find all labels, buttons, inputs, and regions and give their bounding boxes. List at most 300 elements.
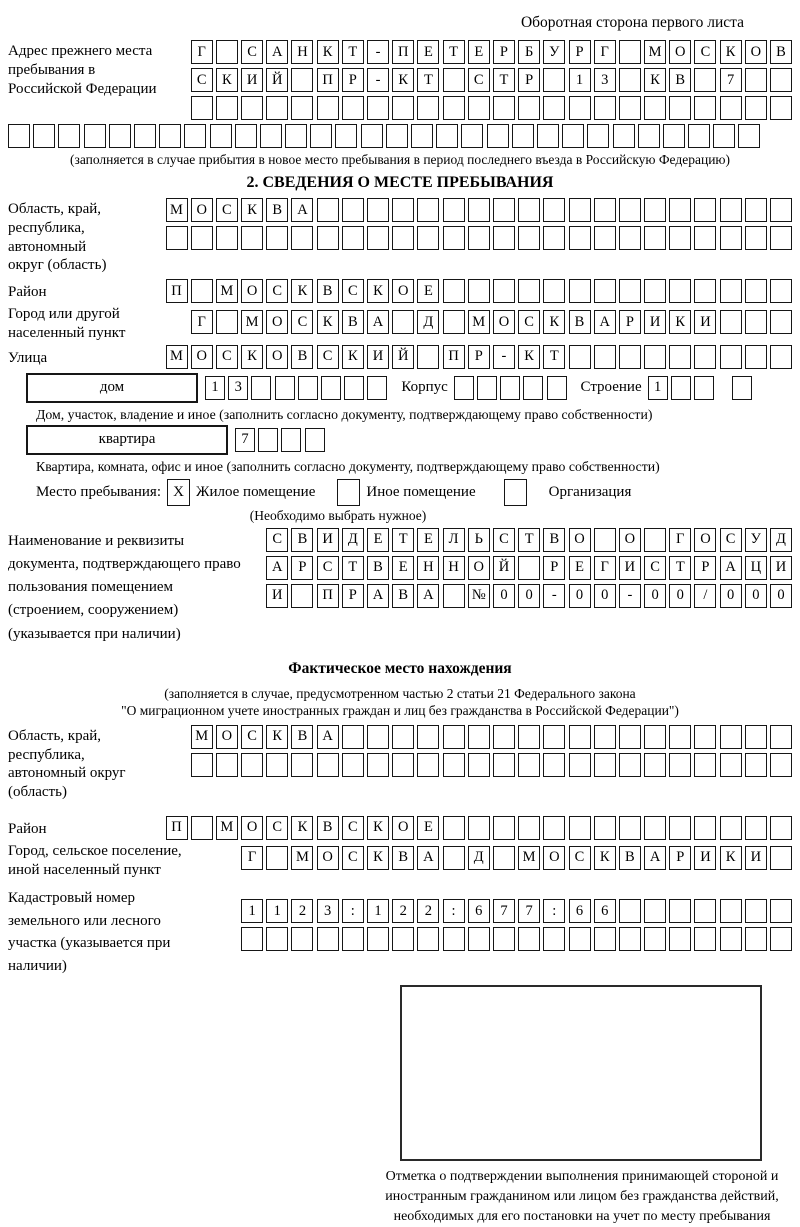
char-cell[interactable]: С — [191, 68, 213, 92]
char-cell[interactable]: О — [543, 846, 565, 870]
char-cell[interactable]: С — [317, 345, 339, 369]
char-cell[interactable] — [569, 345, 591, 369]
char-cell[interactable] — [468, 725, 490, 749]
char-cell[interactable] — [745, 899, 767, 923]
char-cell[interactable]: - — [619, 584, 641, 608]
char-cell[interactable] — [770, 753, 792, 777]
char-cell[interactable] — [317, 753, 339, 777]
char-cell[interactable] — [275, 376, 295, 400]
char-cell[interactable] — [518, 198, 540, 222]
char-cell[interactable] — [468, 226, 490, 250]
char-cell[interactable] — [543, 816, 565, 840]
char-cell[interactable]: С — [266, 816, 288, 840]
char-cell[interactable]: П — [317, 68, 339, 92]
char-cell[interactable] — [266, 927, 288, 951]
char-cell[interactable]: 0 — [770, 584, 792, 608]
char-cell[interactable] — [241, 753, 263, 777]
char-cell[interactable] — [669, 198, 691, 222]
char-cell[interactable]: У — [745, 528, 767, 552]
char-cell[interactable] — [210, 124, 232, 148]
char-cell[interactable] — [241, 226, 263, 250]
char-cell[interactable]: - — [367, 68, 389, 92]
char-cell[interactable] — [644, 226, 666, 250]
char-cell[interactable] — [468, 816, 490, 840]
char-cell[interactable]: : — [342, 899, 364, 923]
char-cell[interactable] — [443, 226, 465, 250]
char-cell[interactable] — [619, 96, 641, 120]
char-cell[interactable]: Т — [669, 556, 691, 580]
char-cell[interactable] — [594, 725, 616, 749]
char-cell[interactable] — [241, 96, 263, 120]
char-cell[interactable] — [241, 927, 263, 951]
char-cell[interactable]: В — [291, 725, 313, 749]
char-cell[interactable] — [745, 753, 767, 777]
char-cell[interactable]: О — [694, 528, 716, 552]
char-cell[interactable]: К — [518, 345, 540, 369]
char-cell[interactable] — [594, 226, 616, 250]
char-cell[interactable] — [732, 376, 752, 400]
char-cell[interactable]: / — [694, 584, 716, 608]
region-row-1[interactable] — [166, 198, 793, 222]
char-cell[interactable]: К — [669, 310, 691, 334]
char-cell[interactable]: 7 — [518, 899, 540, 923]
char-cell[interactable] — [694, 226, 716, 250]
char-cell[interactable] — [443, 198, 465, 222]
char-cell[interactable] — [669, 226, 691, 250]
char-cell[interactable]: С — [493, 528, 515, 552]
char-cell[interactable] — [58, 124, 80, 148]
char-cell[interactable]: 6 — [594, 899, 616, 923]
char-cell[interactable]: В — [770, 40, 792, 64]
char-cell[interactable] — [386, 124, 408, 148]
char-cell[interactable] — [493, 927, 515, 951]
char-cell[interactable] — [216, 310, 238, 334]
char-cell[interactable]: М — [241, 310, 263, 334]
char-cell[interactable]: В — [266, 198, 288, 222]
char-cell[interactable] — [291, 753, 313, 777]
char-cell[interactable] — [367, 96, 389, 120]
char-cell[interactable] — [669, 753, 691, 777]
char-cell[interactable] — [594, 96, 616, 120]
char-cell[interactable] — [518, 927, 540, 951]
char-cell[interactable] — [523, 376, 543, 400]
char-cell[interactable] — [518, 753, 540, 777]
char-cell[interactable] — [694, 816, 716, 840]
char-cell[interactable] — [342, 198, 364, 222]
char-cell[interactable] — [569, 927, 591, 951]
char-cell[interactable] — [367, 753, 389, 777]
char-cell[interactable] — [770, 226, 792, 250]
char-cell[interactable] — [266, 846, 288, 870]
char-cell[interactable] — [235, 124, 257, 148]
house-box[interactable]: дом — [26, 373, 198, 403]
char-cell[interactable]: М — [216, 816, 238, 840]
prev-address-row-1[interactable] — [191, 40, 792, 64]
char-cell[interactable] — [266, 753, 288, 777]
char-cell[interactable]: Б — [518, 40, 540, 64]
char-cell[interactable]: 1 — [648, 376, 668, 400]
char-cell[interactable]: О — [392, 279, 414, 303]
char-cell[interactable]: С — [518, 310, 540, 334]
char-cell[interactable] — [720, 927, 742, 951]
char-cell[interactable] — [587, 124, 609, 148]
char-cell[interactable]: Й — [392, 345, 414, 369]
actual-region-row-2[interactable] — [191, 753, 792, 777]
char-cell[interactable]: 6 — [468, 899, 490, 923]
char-cell[interactable] — [216, 226, 238, 250]
char-cell[interactable]: О — [669, 40, 691, 64]
char-cell[interactable] — [562, 124, 584, 148]
actual-city-row[interactable] — [241, 846, 792, 870]
char-cell[interactable]: С — [291, 310, 313, 334]
char-cell[interactable] — [770, 279, 792, 303]
char-cell[interactable]: Р — [493, 40, 515, 64]
char-cell[interactable]: М — [166, 345, 188, 369]
char-cell[interactable]: 7 — [720, 68, 742, 92]
char-cell[interactable]: О — [266, 345, 288, 369]
char-cell[interactable] — [84, 124, 106, 148]
char-cell[interactable]: 3 — [317, 899, 339, 923]
char-cell[interactable] — [688, 124, 710, 148]
char-cell[interactable] — [745, 927, 767, 951]
char-cell[interactable] — [392, 725, 414, 749]
char-cell[interactable]: М — [216, 279, 238, 303]
char-cell[interactable] — [569, 753, 591, 777]
char-cell[interactable] — [720, 816, 742, 840]
char-cell[interactable] — [33, 124, 55, 148]
char-cell[interactable] — [443, 927, 465, 951]
char-cell[interactable]: И — [619, 556, 641, 580]
char-cell[interactable]: Р — [468, 345, 490, 369]
korpus-cells[interactable] — [454, 376, 567, 400]
char-cell[interactable] — [594, 528, 616, 552]
char-cell[interactable]: Р — [669, 846, 691, 870]
char-cell[interactable]: 0 — [594, 584, 616, 608]
char-cell[interactable] — [694, 345, 716, 369]
char-cell[interactable] — [342, 753, 364, 777]
char-cell[interactable]: Е — [367, 528, 389, 552]
char-cell[interactable]: П — [443, 345, 465, 369]
char-cell[interactable] — [216, 96, 238, 120]
char-cell[interactable]: 0 — [493, 584, 515, 608]
char-cell[interactable]: К — [594, 846, 616, 870]
char-cell[interactable] — [745, 68, 767, 92]
char-cell[interactable] — [468, 198, 490, 222]
char-cell[interactable]: : — [543, 899, 565, 923]
char-cell[interactable] — [770, 899, 792, 923]
char-cell[interactable] — [443, 816, 465, 840]
char-cell[interactable] — [569, 279, 591, 303]
char-cell[interactable] — [291, 68, 313, 92]
char-cell[interactable] — [770, 68, 792, 92]
char-cell[interactable] — [166, 226, 188, 250]
char-cell[interactable] — [216, 753, 238, 777]
char-cell[interactable] — [720, 899, 742, 923]
char-cell[interactable]: 0 — [644, 584, 666, 608]
char-cell[interactable] — [694, 68, 716, 92]
char-cell[interactable]: К — [342, 345, 364, 369]
char-cell[interactable] — [493, 279, 515, 303]
char-cell[interactable] — [392, 927, 414, 951]
char-cell[interactable] — [436, 124, 458, 148]
char-cell[interactable]: Е — [417, 816, 439, 840]
char-cell[interactable]: А — [266, 556, 288, 580]
char-cell[interactable]: О — [266, 310, 288, 334]
actual-district-row[interactable] — [166, 816, 793, 840]
char-cell[interactable]: 1 — [205, 376, 225, 400]
char-cell[interactable] — [594, 753, 616, 777]
char-cell[interactable]: Н — [291, 40, 313, 64]
char-cell[interactable] — [569, 198, 591, 222]
char-cell[interactable]: В — [291, 528, 313, 552]
char-cell[interactable] — [770, 816, 792, 840]
char-cell[interactable]: К — [241, 198, 263, 222]
char-cell[interactable] — [619, 68, 641, 92]
char-cell[interactable] — [543, 68, 565, 92]
char-cell[interactable]: В — [291, 345, 313, 369]
char-cell[interactable] — [258, 428, 278, 452]
char-cell[interactable] — [543, 198, 565, 222]
char-cell[interactable]: Н — [417, 556, 439, 580]
char-cell[interactable] — [770, 310, 792, 334]
char-cell[interactable] — [671, 376, 691, 400]
char-cell[interactable]: 6 — [569, 899, 591, 923]
char-cell[interactable] — [417, 198, 439, 222]
prev-address-overflow-row[interactable] — [8, 124, 792, 148]
char-cell[interactable]: Й — [266, 68, 288, 92]
district-row[interactable] — [166, 279, 793, 303]
char-cell[interactable] — [694, 279, 716, 303]
char-cell[interactable] — [745, 725, 767, 749]
char-cell[interactable] — [342, 226, 364, 250]
char-cell[interactable] — [417, 345, 439, 369]
char-cell[interactable]: М — [166, 198, 188, 222]
char-cell[interactable]: П — [317, 584, 339, 608]
char-cell[interactable] — [694, 725, 716, 749]
char-cell[interactable] — [720, 753, 742, 777]
char-cell[interactable]: Р — [619, 310, 641, 334]
char-cell[interactable]: К — [317, 310, 339, 334]
char-cell[interactable]: Д — [342, 528, 364, 552]
char-cell[interactable] — [720, 345, 742, 369]
char-cell[interactable] — [493, 96, 515, 120]
char-cell[interactable]: 1 — [367, 899, 389, 923]
apartment-cells[interactable] — [235, 428, 325, 452]
char-cell[interactable]: Ь — [468, 528, 490, 552]
char-cell[interactable]: И — [745, 846, 767, 870]
char-cell[interactable] — [669, 927, 691, 951]
char-cell[interactable] — [305, 428, 325, 452]
char-cell[interactable] — [298, 376, 318, 400]
char-cell[interactable]: Е — [417, 279, 439, 303]
char-cell[interactable]: П — [166, 816, 188, 840]
char-cell[interactable] — [291, 584, 313, 608]
char-cell[interactable] — [291, 96, 313, 120]
char-cell[interactable]: Т — [518, 528, 540, 552]
char-cell[interactable]: 7 — [493, 899, 515, 923]
char-cell[interactable] — [619, 198, 641, 222]
prev-address-row-3[interactable] — [191, 96, 792, 120]
char-cell[interactable]: К — [543, 310, 565, 334]
char-cell[interactable]: С — [720, 528, 742, 552]
char-cell[interactable]: А — [644, 846, 666, 870]
char-cell[interactable]: Т — [443, 40, 465, 64]
char-cell[interactable]: Т — [543, 345, 565, 369]
char-cell[interactable] — [569, 96, 591, 120]
char-cell[interactable] — [770, 198, 792, 222]
char-cell[interactable]: Г — [191, 310, 213, 334]
char-cell[interactable] — [663, 124, 685, 148]
char-cell[interactable]: О — [493, 310, 515, 334]
char-cell[interactable]: М — [191, 725, 213, 749]
char-cell[interactable]: Р — [342, 584, 364, 608]
char-cell[interactable] — [468, 927, 490, 951]
char-cell[interactable]: С — [342, 816, 364, 840]
char-cell[interactable] — [745, 310, 767, 334]
char-cell[interactable] — [770, 725, 792, 749]
char-cell[interactable]: М — [518, 846, 540, 870]
char-cell[interactable] — [569, 725, 591, 749]
char-cell[interactable]: С — [216, 345, 238, 369]
char-cell[interactable] — [159, 124, 181, 148]
char-cell[interactable] — [770, 927, 792, 951]
char-cell[interactable] — [281, 428, 301, 452]
char-cell[interactable]: А — [367, 584, 389, 608]
char-cell[interactable]: 1 — [266, 899, 288, 923]
char-cell[interactable] — [745, 816, 767, 840]
char-cell[interactable] — [461, 124, 483, 148]
char-cell[interactable] — [644, 96, 666, 120]
char-cell[interactable]: Т — [392, 528, 414, 552]
char-cell[interactable] — [310, 124, 332, 148]
char-cell[interactable]: 2 — [417, 899, 439, 923]
char-cell[interactable] — [644, 345, 666, 369]
char-cell[interactable] — [594, 198, 616, 222]
char-cell[interactable] — [770, 96, 792, 120]
char-cell[interactable]: Д — [417, 310, 439, 334]
char-cell[interactable] — [543, 96, 565, 120]
char-cell[interactable] — [518, 96, 540, 120]
char-cell[interactable] — [644, 816, 666, 840]
char-cell[interactable] — [644, 279, 666, 303]
char-cell[interactable] — [669, 345, 691, 369]
actual-region-row-1[interactable] — [191, 725, 792, 749]
char-cell[interactable] — [594, 816, 616, 840]
char-cell[interactable]: С — [342, 279, 364, 303]
char-cell[interactable]: И — [317, 528, 339, 552]
char-cell[interactable] — [493, 846, 515, 870]
char-cell[interactable]: И — [241, 68, 263, 92]
char-cell[interactable]: К — [291, 279, 313, 303]
char-cell[interactable] — [285, 124, 307, 148]
char-cell[interactable]: Р — [518, 68, 540, 92]
char-cell[interactable]: С — [317, 556, 339, 580]
char-cell[interactable] — [291, 927, 313, 951]
char-cell[interactable]: Г — [241, 846, 263, 870]
char-cell[interactable] — [443, 310, 465, 334]
char-cell[interactable]: Г — [669, 528, 691, 552]
char-cell[interactable] — [619, 816, 641, 840]
char-cell[interactable] — [417, 226, 439, 250]
char-cell[interactable] — [500, 376, 520, 400]
char-cell[interactable] — [669, 899, 691, 923]
char-cell[interactable]: С — [266, 528, 288, 552]
char-cell[interactable] — [191, 96, 213, 120]
char-cell[interactable]: В — [392, 584, 414, 608]
char-cell[interactable] — [770, 345, 792, 369]
char-cell[interactable]: О — [241, 816, 263, 840]
char-cell[interactable]: К — [241, 345, 263, 369]
char-cell[interactable] — [619, 753, 641, 777]
char-cell[interactable] — [720, 310, 742, 334]
char-cell[interactable] — [547, 376, 567, 400]
char-cell[interactable] — [477, 376, 497, 400]
char-cell[interactable] — [543, 927, 565, 951]
char-cell[interactable]: М — [291, 846, 313, 870]
char-cell[interactable]: В — [317, 279, 339, 303]
char-cell[interactable]: Е — [569, 556, 591, 580]
char-cell[interactable]: К — [367, 279, 389, 303]
char-cell[interactable] — [487, 124, 509, 148]
char-cell[interactable]: - — [367, 40, 389, 64]
char-cell[interactable]: В — [543, 528, 565, 552]
char-cell[interactable] — [713, 124, 735, 148]
char-cell[interactable]: 3 — [228, 376, 248, 400]
char-cell[interactable]: И — [770, 556, 792, 580]
char-cell[interactable]: М — [644, 40, 666, 64]
char-cell[interactable]: 0 — [569, 584, 591, 608]
char-cell[interactable] — [191, 753, 213, 777]
char-cell[interactable]: 0 — [669, 584, 691, 608]
char-cell[interactable] — [344, 376, 364, 400]
char-cell[interactable]: 2 — [291, 899, 313, 923]
char-cell[interactable] — [443, 279, 465, 303]
char-cell[interactable] — [251, 376, 271, 400]
char-cell[interactable]: Т — [342, 40, 364, 64]
char-cell[interactable] — [619, 226, 641, 250]
char-cell[interactable] — [443, 846, 465, 870]
char-cell[interactable]: О — [392, 816, 414, 840]
char-cell[interactable] — [669, 725, 691, 749]
char-cell[interactable] — [317, 96, 339, 120]
char-cell[interactable]: К — [720, 40, 742, 64]
char-cell[interactable]: Р — [543, 556, 565, 580]
char-cell[interactable]: И — [694, 846, 716, 870]
char-cell[interactable] — [184, 124, 206, 148]
char-cell[interactable] — [317, 927, 339, 951]
char-cell[interactable]: Д — [468, 846, 490, 870]
char-cell[interactable]: Е — [392, 556, 414, 580]
char-cell[interactable] — [518, 226, 540, 250]
char-cell[interactable] — [644, 753, 666, 777]
char-cell[interactable] — [493, 753, 515, 777]
char-cell[interactable] — [454, 376, 474, 400]
char-cell[interactable]: Е — [417, 528, 439, 552]
char-cell[interactable] — [8, 124, 30, 148]
char-cell[interactable] — [594, 927, 616, 951]
char-cell[interactable] — [537, 124, 559, 148]
char-cell[interactable]: В — [669, 68, 691, 92]
char-cell[interactable] — [619, 899, 641, 923]
city-row[interactable] — [191, 310, 792, 334]
char-cell[interactable] — [669, 279, 691, 303]
char-cell[interactable] — [361, 124, 383, 148]
char-cell[interactable]: П — [166, 279, 188, 303]
char-cell[interactable]: В — [367, 556, 389, 580]
document-row-1[interactable] — [266, 528, 792, 552]
char-cell[interactable]: С — [342, 846, 364, 870]
char-cell[interactable] — [518, 556, 540, 580]
